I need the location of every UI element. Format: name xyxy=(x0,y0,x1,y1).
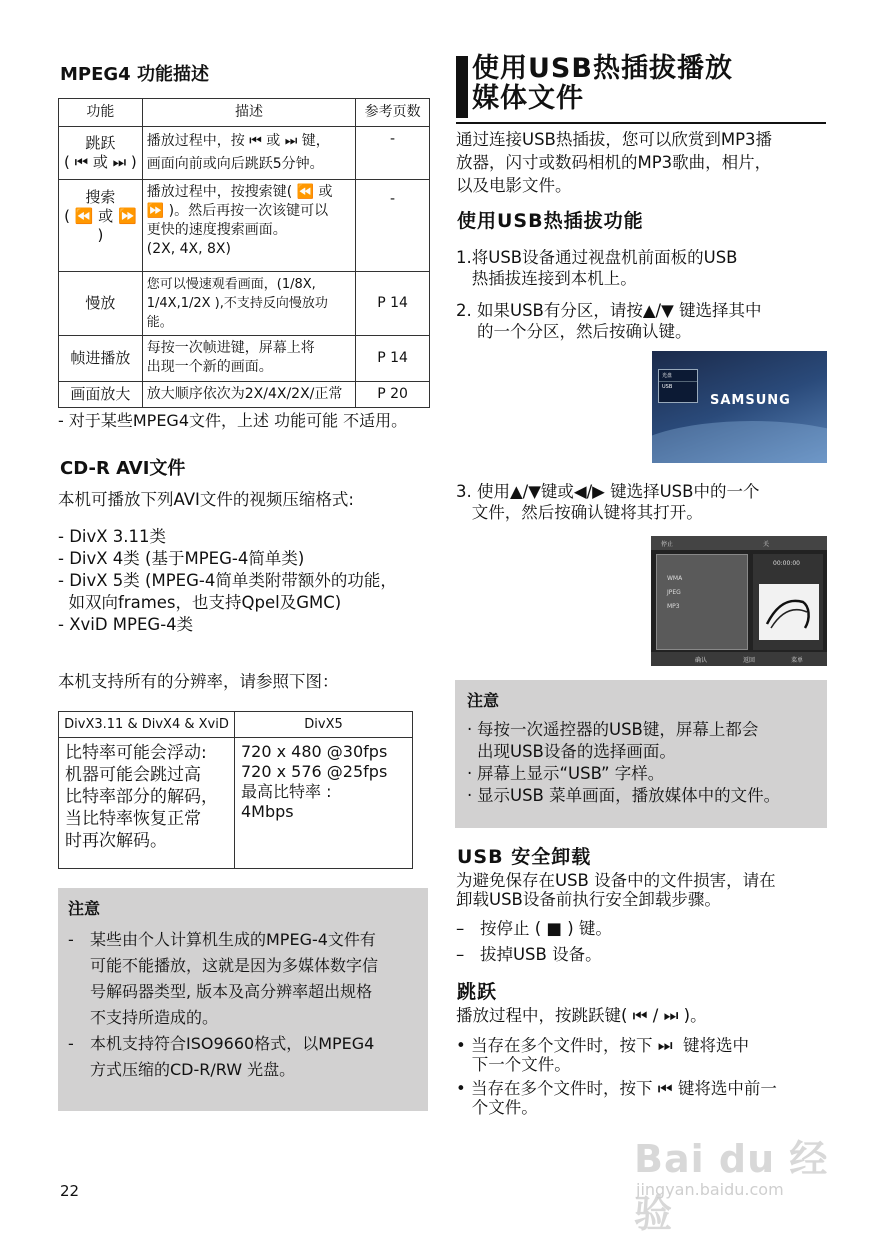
note-title: 注意 xyxy=(68,899,101,918)
title-line-1: 使用USB热插拔播放 xyxy=(472,53,733,84)
row-function: 搜索 ( ⏪ 或 ⏩ ) xyxy=(59,180,143,272)
title-divider xyxy=(456,122,826,124)
usb-usage-heading: 使用USB热插拔功能 xyxy=(457,210,644,232)
partition-menu: 光盘 USB xyxy=(658,369,698,403)
note-title: 注意 xyxy=(467,691,500,710)
status-stop: 停止 xyxy=(661,541,674,548)
safe-step: – 拔掉USB 设备。 xyxy=(456,945,602,964)
table-header-page: 参考页数 xyxy=(356,99,430,127)
row-page: - xyxy=(356,127,430,180)
row-page: - xyxy=(356,180,430,272)
list-item: - XviD MPEG-4类 xyxy=(58,615,194,634)
res-header-divx5: DivX5 xyxy=(235,712,413,738)
skip-item: • 当存在多个文件时，按下 ⏭ 键将选中 下一个文件。 xyxy=(456,1036,750,1074)
note-text: 屏幕上显示“USB” 字样。 xyxy=(477,764,665,783)
table-row xyxy=(59,272,430,336)
resolution-table xyxy=(58,711,413,869)
mpeg4-heading: MPEG4 功能描述 xyxy=(60,64,209,85)
table-header-description: 描述 xyxy=(142,99,355,127)
row-function: 画面放大 xyxy=(59,382,143,408)
screen-status-bar xyxy=(651,536,827,550)
page-number: 22 xyxy=(60,1182,80,1200)
usb-intro: 通过连接USB热插拔，您可以欣赏到MP3播 放器，闪寸或数码相机的MP3歌曲，相片， 以及电影文件。 xyxy=(456,130,773,195)
step-3: 3. 使用▲/▼键或◀/▶ 键选择USB中的一个 文件，然后按确认键将其打开。 xyxy=(456,482,760,522)
table-row xyxy=(59,180,430,272)
preview-image xyxy=(759,584,819,640)
safe-remove-heading: USB 安全卸载 xyxy=(457,846,592,868)
step-1: 1.将USB设备通过视盘机前面板的USB 热插拔连接到本机上。 xyxy=(456,248,738,288)
row-page: P 14 xyxy=(356,336,430,382)
list-item: WMA xyxy=(667,575,683,582)
preview-pane xyxy=(753,554,823,650)
list-item: 如双向frames，也支持Qpel及GMC) xyxy=(58,593,342,612)
page-title xyxy=(472,54,733,114)
list-item: - DivX 4类 (基于MPEG-4简单类) xyxy=(58,549,305,568)
table-row xyxy=(59,127,430,180)
step-2: 2. 如果USB有分区，请按▲/▼ 键选择其中 的一个分区，然后按确认键。 xyxy=(456,301,762,341)
screen-swoosh xyxy=(652,421,827,463)
note-box-right xyxy=(455,680,827,828)
row-description: 播放过程中，按 ⏮ 或 ⏭ 键， 画面向前或向后跳跃5分钟。 xyxy=(142,127,355,180)
time-readout: 00:00:00 xyxy=(773,560,800,567)
note-item: · 屏幕上显示“USB” 字样。 xyxy=(467,764,665,783)
row-description: 放大顺序依次为2X/4X/2X/正常 xyxy=(142,382,355,408)
usb-browser-screenshot xyxy=(651,536,827,666)
status-off: 关 xyxy=(763,541,770,548)
note-text: 显示USB 菜单画面，播放媒体中的文件。 xyxy=(477,786,781,805)
table-header-function: 功能 xyxy=(59,99,143,127)
list-item: - DivX 3.11类 xyxy=(58,527,167,546)
table-row xyxy=(59,336,430,382)
note-text: 某些由个人计算机生成的MPEG-4文件有 可能不能播放，这就是因为多媒体数字信 号解码器类型, 版本及高分辨率超出规格 不支持所造成的。 xyxy=(90,930,379,1027)
res-col2: 720 x 480 @30fps 720 x 576 @25fps 最高比特率 : 4Mbps xyxy=(235,738,413,869)
safe-step: – 按停止 ( ■ ) 键。 xyxy=(456,919,612,938)
note-text: 每按一次遥控器的USB键，屏幕上都会 出现USB设备的选择画面。 xyxy=(477,720,759,761)
row-description: 您可以慢速观看画面，(1/8X, 1/4X,1/2X ),不支持反向慢放功能。 xyxy=(142,272,355,336)
baidu-watermark xyxy=(634,1128,834,1236)
usb-select-screenshot xyxy=(652,351,827,463)
res-col1: 比特率可能会浮动: 机器可能会跳过高 比特率部分的解码， 当比特率恢复正常 时再次解码。 xyxy=(59,738,235,869)
list-item: - DivX 5类 (MPEG-4简单类附带额外的功能， xyxy=(58,571,397,590)
cdr-intro: 本机可播放下列AVI文件的视频压缩格式: xyxy=(58,490,354,509)
skip-heading: 跳跃 xyxy=(457,981,498,1003)
res-header-divx3: DivX3.11 & DivX4 & XviD xyxy=(59,712,235,738)
row-description: 每按一次帧进键，屏幕上将 出现一个新的画面。 xyxy=(142,336,355,382)
row-page: P 20 xyxy=(356,382,430,408)
file-list xyxy=(656,554,748,650)
row-function: 慢放 xyxy=(59,272,143,336)
row-description: 播放过程中，按搜索键( ⏪ 或 ⏩ )。然后再按一次该键可以 更快的速度搜索画面。 (2X, 4X, 8X) xyxy=(142,180,355,272)
row-function: 跳跃 ( ⏮ 或 ⏭ ) xyxy=(59,127,143,180)
title-line-2: 媒体文件 xyxy=(472,83,584,114)
table-note: - 对于某些MPEG4文件，上述 功能可能 不适用。 xyxy=(58,411,408,430)
title-bar-decoration xyxy=(456,56,468,118)
watermark-main: Bai du 经验 xyxy=(634,1137,829,1236)
note-item: · 每按一次遥控器的USB键，屏幕上都会 出现USB设备的选择画面。 xyxy=(467,720,759,761)
watermark-url: jingyan.baidu.com xyxy=(636,1180,784,1199)
note-text: 本机支持符合ISO9660格式，以MPEG4 方式压缩的CD-R/RW 光盘。 xyxy=(90,1034,375,1079)
note-item: · 显示USB 菜单画面，播放媒体中的文件。 xyxy=(467,786,781,805)
list-item: JPEG xyxy=(667,589,681,596)
row-page: P 14 xyxy=(356,272,430,336)
table-row xyxy=(59,738,413,869)
row-function: 帧进播放 xyxy=(59,336,143,382)
resolution-intro: 本机支持所有的分辨率，请参照下图： xyxy=(58,672,339,691)
note-item: - 本机支持符合ISO9660格式，以MPEG4 方式压缩的CD-R/RW 光盘。 xyxy=(68,1031,418,1083)
screen-bottom-bar: 确认 返回 菜单 xyxy=(651,652,827,666)
note-item: - 某些由个人计算机生成的MPEG-4文件有 可能不能播放，这就是因为多媒体数字信 号解码器类型, 版本及高分辨率超出规格 不支持所造成的。 xyxy=(68,927,418,1031)
skip-intro: 播放过程中，按跳跃键( ⏮ / ⏭ )。 xyxy=(456,1006,707,1025)
table-row xyxy=(59,382,430,408)
samsung-logo: SAMSUNG xyxy=(710,393,791,408)
safe-remove-intro: 为避免保存在USB 设备中的文件损害，请在 卸载USB设备前执行安全卸载步骤。 xyxy=(456,871,776,909)
list-item: MP3 xyxy=(667,603,680,610)
note-box-left xyxy=(58,888,428,1111)
cdr-heading: CD-R AVI文件 xyxy=(60,458,186,479)
mpeg4-function-table xyxy=(58,98,430,408)
skip-item: • 当存在多个文件时，按下 ⏮ 键将选中前一 个文件。 xyxy=(456,1079,777,1117)
format-list xyxy=(58,526,397,636)
